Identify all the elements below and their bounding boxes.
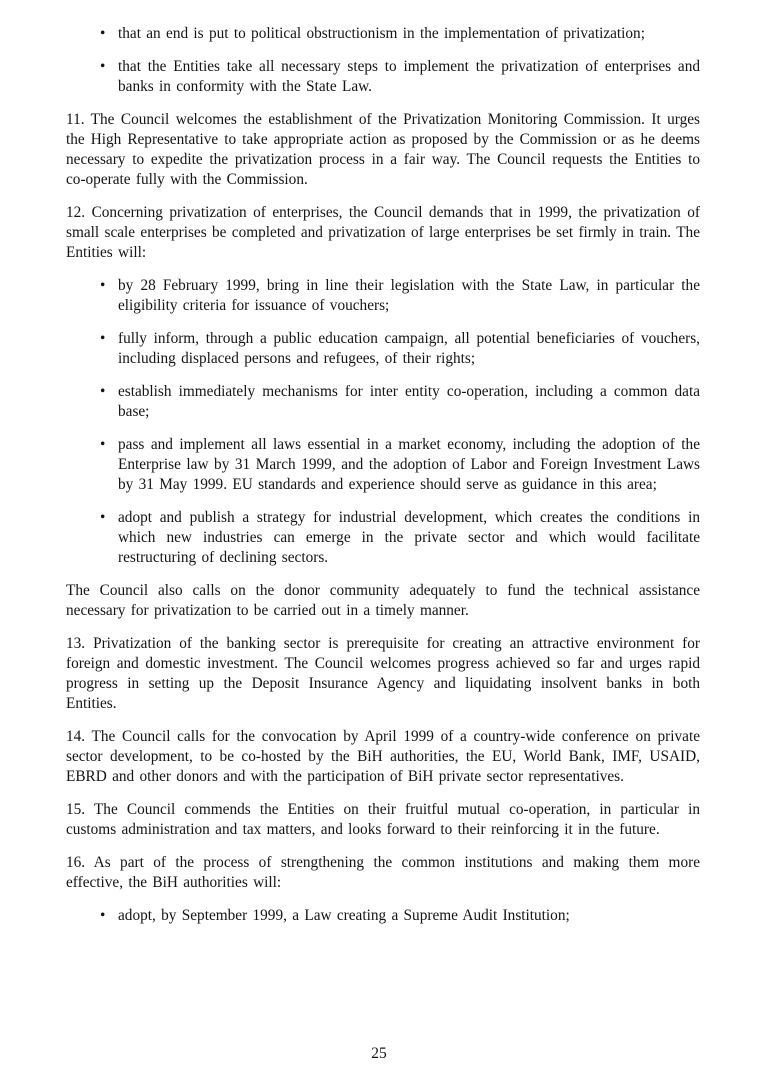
paragraph-14: 14. The Council calls for the convocation by April 1999 of a country-wide conference on private sector development, to be co-hosted by the BiH authorities, the EU, World Bank, IMF, USAID, EBRD and other donors and with the participation of BiH private sector representatives. [66, 728, 700, 785]
bullet-item [100, 57, 700, 97]
bullet-icon: • [100, 330, 106, 347]
paragraph-12: 12. Concerning privatization of enterprises, the Council demands that in 1999, the privatization of small scale enterprises be completed and privatization of large enterprises be set firmly in train. The Entities will: [66, 204, 700, 261]
paragraph-donor-community: The Council also calls on the donor community adequately to fund the technical assistance necessary for privatization to be carried out in a timely manner. [66, 582, 700, 619]
bullet-item [100, 24, 700, 44]
bullet-text: pass and implement all laws essential in a market economy, including the adoption of the Enterprise law by 31 March 1999, and the adoption of Labor and Foreign Investment Laws by 31 May 1999. EU standards and experience should serve as guidance in this area; [118, 436, 700, 493]
bullet-item [100, 435, 700, 495]
paragraph-11: 11. The Council welcomes the establishment of the Privatization Monitoring Commission. It urges the High Representative to take appropriate action as proposed by the Commission or as he deems necessary to expedite the privatization process in a fair way. The Council requests the Entities to co-operate fully with the Commission. [66, 111, 700, 188]
bullet-icon: • [100, 25, 106, 42]
bullet-text: by 28 February 1999, bring in line their legislation with the State Law, in particular the eligibility criteria for issuance of vouchers; [118, 277, 700, 314]
bullet-text: adopt, by September 1999, a Law creating a Supreme Audit Institution; [118, 907, 570, 924]
page-number: 25 [371, 1045, 387, 1062]
bullet-icon: • [100, 383, 106, 400]
bullet-icon: • [100, 277, 106, 294]
bullet-item [100, 329, 700, 369]
bullet-item [100, 906, 700, 926]
bullet-item [100, 508, 700, 568]
bullet-item [100, 382, 700, 422]
paragraph-13: 13. Privatization of the banking sector is prerequisite for creating an attractive environment for foreign and domestic investment. The Council welcomes progress achieved so far and urges rapid progress in setting up the Deposit Insurance Agency and liquidating insolvent banks in both Entities. [66, 635, 700, 712]
paragraph-16: 16. As part of the process of strengthening the common institutions and making them more effective, the BiH authorities will: [66, 854, 700, 891]
bullet-text: that an end is put to political obstructionism in the implementation of privatization; [118, 25, 645, 42]
bullet-icon: • [100, 436, 106, 453]
paragraph-15: 15. The Council commends the Entities on their fruitful mutual co-operation, in particular in customs administration and tax matters, and looks forward to their reinforcing it in the future. [66, 801, 700, 838]
bullet-text: fully inform, through a public education campaign, all potential beneficiaries of vouchers, including displaced persons and refugees, of their rights; [118, 330, 700, 367]
bullet-icon: • [100, 58, 106, 75]
bullet-icon: • [100, 509, 106, 526]
bullet-icon: • [100, 907, 106, 924]
bullet-text: adopt and publish a strategy for industrial development, which creates the conditions in which new industries can emerge in the private sector and which would facilitate restructuring of declining sectors. [118, 509, 700, 566]
bullet-text: that the Entities take all necessary steps to implement the privatization of enterprises and banks in conformity with the State Law. [118, 58, 700, 95]
bullet-text: establish immediately mechanisms for inter entity co-operation, including a common data base; [118, 383, 700, 420]
bullet-item [100, 276, 700, 316]
